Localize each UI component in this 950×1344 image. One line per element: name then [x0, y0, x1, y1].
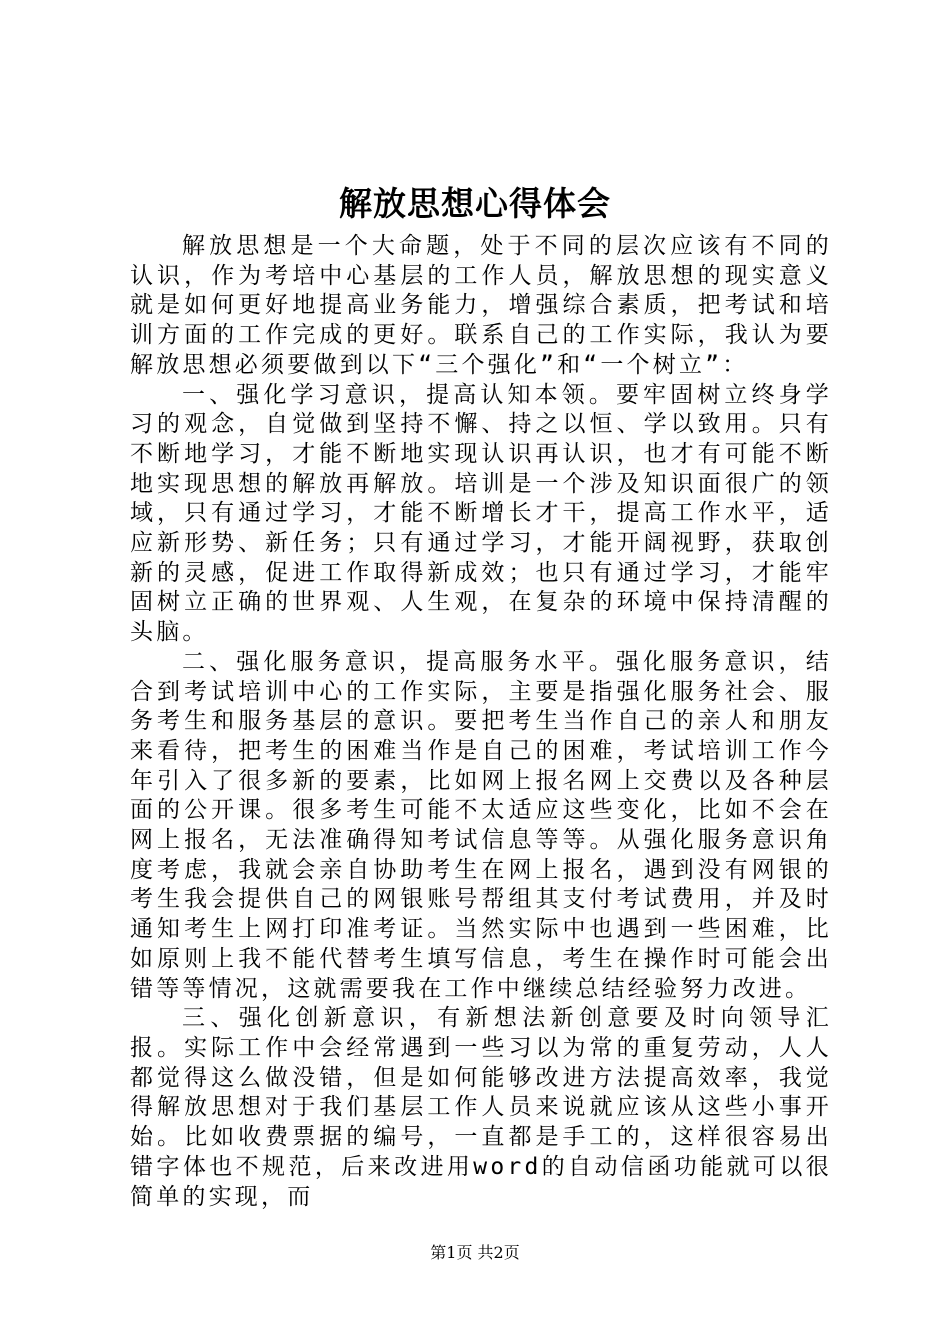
paragraph-study-awareness: 一、强化学习意识，提高认知本领。要牢固树立终身学习的观念，自觉做到坚持不懈、持之以恒、学以致用。只有不断地学习，才能不断地实现认识再认识，也才有可能不断地实现思想的解放再解放。培训是一个涉及知识面很广的领域，只有通过学习，才能不断增长才干，提高工作水平，适应新形势、新任务；只有通过学习，才能开阔视野，获取创新的灵感，促进工作取得新成效；也只有通过学习，才能牢固树立正确的世界观、人生观，在复杂的环境中保持清醒的头脑。: [130, 381, 832, 646]
page-footer: 第1页 共2页: [430, 1243, 520, 1262]
paragraph-intro: 解放思想是一个大命题，处于不同的层次应该有不同的认识，作为考培中心基层的工作人员，解放思想的现实意义就是如何更好地提高业务能力，增强综合素质，把考试和培训方面的工作完成的更好。联系自己的工作实际，我认为要解放思想必须要做到以下“三个强化”和“一个树立”：: [130, 233, 832, 378]
document-body: [130, 232, 832, 1212]
document-title: 解放思想心得体会: [339, 184, 611, 223]
paragraph-service-awareness: 二、强化服务意识，提高服务水平。强化服务意识，结合到考试培训中心的工作实际，主要是指强化服务社会、服务考生和服务基层的意识。要把考生当作自己的亲人和朋友来看待，把考生的困难当作是自己的困难，考试培训工作今年引入了很多新的要素，比如网上报名网上交费以及各种层面的公开课。很多考生可能不太适应这些变化，比如不会在网上报名，无法准确得知考试信息等等。从强化服务意识角度考虑，我就会亲自协助考生在网上报名，遇到没有网银的考生我会提供自己的网银账号帮组其支付考试费用，并及时通知考生上网打印准考证。当然实际中也遇到一些困难，比如原则上我不能代替考生填写信息，考生在操作时可能会出错等等情况，这就需要我在工作中继续总结经验努力改进。: [130, 648, 832, 1002]
paragraph-innovation-awareness: 三、强化创新意识，有新想法新创意要及时向领导汇报。实际工作中会经常遇到一些习以为常的重复劳动，人人都觉得这么做没错，但是如何能够改进方法提高效率，我觉得解放思想对于我们基层工作人员来说就应该从这些小事开始。比如收费票据的编号，一直都是手工的，这样很容易出错字体也不规范，后来改进用word的自动信函功能就可以很简单的实现，而: [130, 1005, 832, 1210]
